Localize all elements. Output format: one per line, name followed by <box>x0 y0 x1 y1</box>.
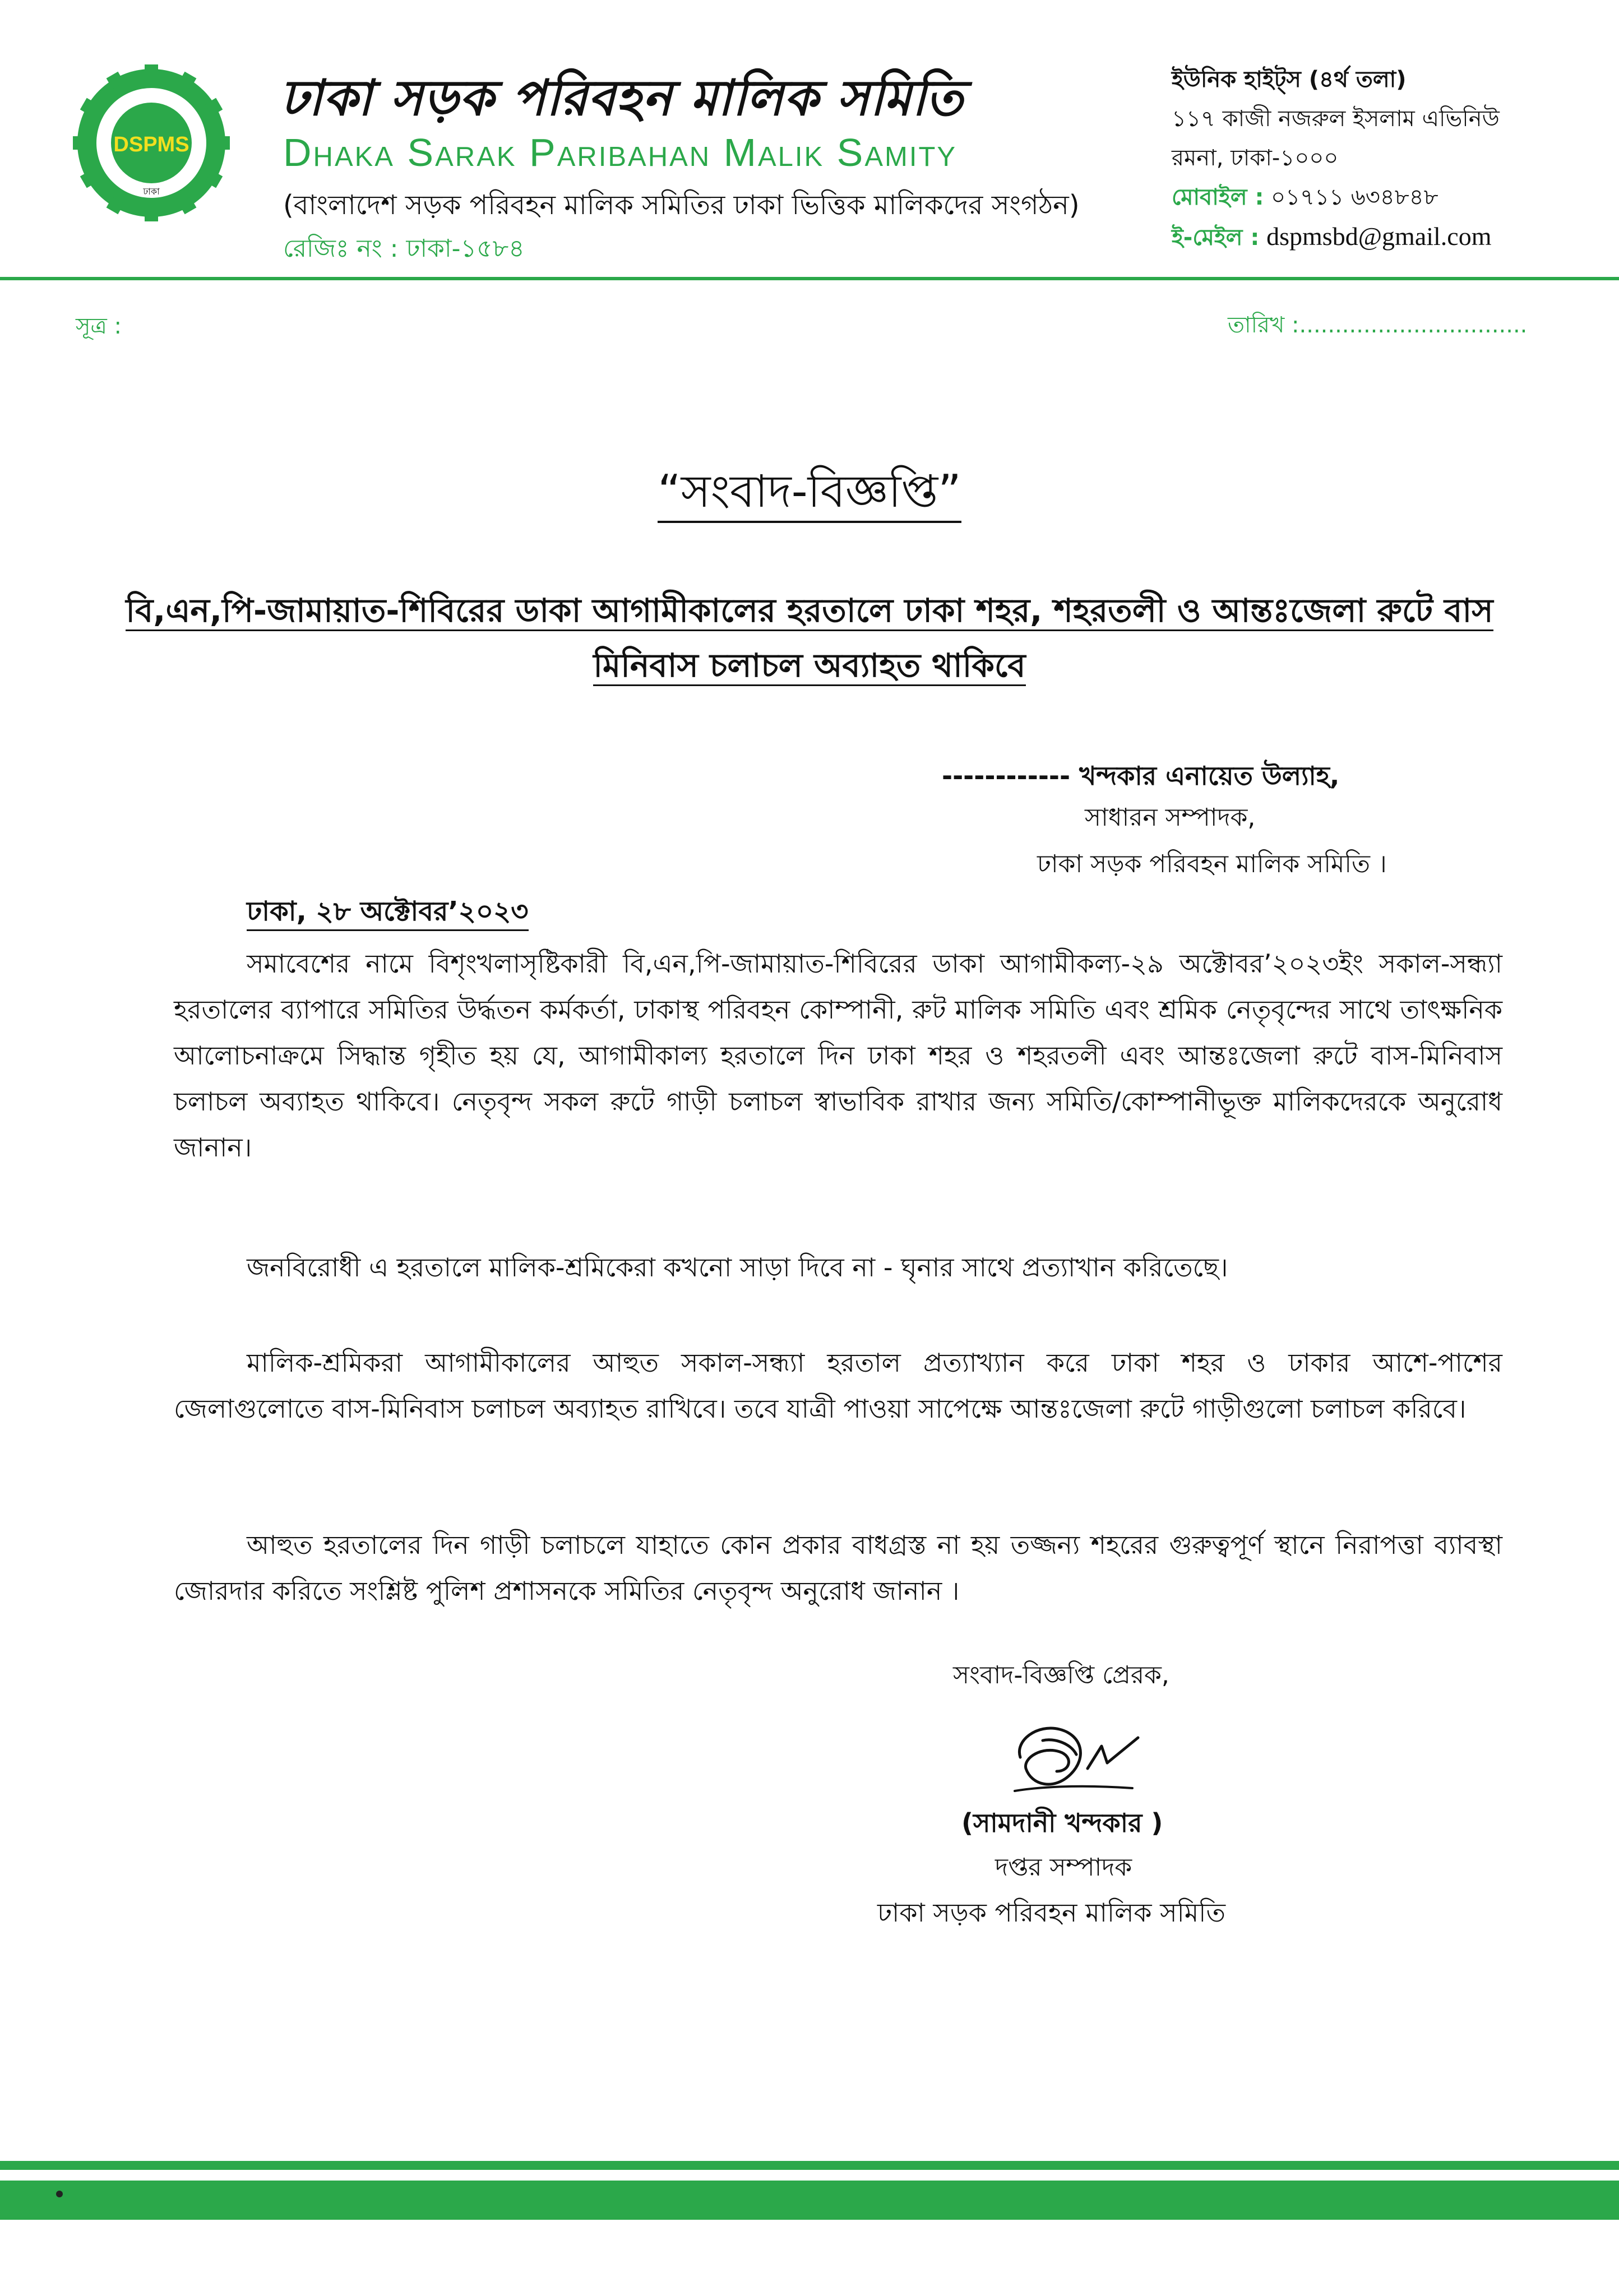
dateline-text: ঢাকা, ২৮ অক্টোবর’২০২৩ <box>247 896 529 931</box>
logo-bottom-text: ঢাকা <box>143 186 160 197</box>
org-name-bengali: ঢাকা সড়ক পরিবহন মালিক সমিতি <box>280 68 964 127</box>
body-paragraph-1: সমাবেশের নামে বিশৃংখলাসৃষ্টিকারী বি,এন,পি-জামায়াত-শিবিরের ডাকা আগামীকল্য-২৯ অক্টোবর’২০২৩ইং সকাল-সন্ধ্যা হরতালের ব্যাপারে সমিতির উর্দ্ধতন কর্মকর্তা, ঢাকাস্থ পরিবহন কোম্পানী, রুট মালিক সমিতি এবং শ্রমিক নেতৃবৃন্দের সাথে তাৎক্ষনিক আলোচনাক্রমে সিদ্ধান্ত গৃহীত হয় যে, আগামীকাল্য হরতালে দিন ঢাকা শহর ও শহরতলী এবং আন্তঃজেলা রুটে বাস-মিনিবাস চলাচল অব্যাহত থাকিবে। নেতৃবৃন্দ সকল রুটে গাড়ী চলাচল স্বাভাবিক রাখার জন্য সমিতি/কোম্পানীভূক্ত মালিকদেরকে অনুরোধ জানান। <box>174 948 1502 1163</box>
mobile-label: মোবাইল : <box>1172 184 1264 210</box>
org-name-english: Dhaka Sarak Paribahan Malik Samity <box>283 131 957 174</box>
dspms-logo <box>73 64 230 221</box>
headline-text: বি,এন,পি-জামায়াত-শিবিরের ডাকা আগামীকালের হরতালে ঢাকা শহর, শহরতলী ও আন্তঃজেলা রুটে বাস মিনিবাস চলাচল অব্যাহত থাকিবে <box>126 591 1493 686</box>
mobile-row <box>1172 179 1438 217</box>
reference-label: সূত্র : <box>76 313 122 339</box>
address-line-1: ইউনিক হাইট্স (৪র্থ তলা) <box>1172 67 1407 92</box>
address-line-3: রমনা, ঢাকা-১০০০ <box>1172 145 1339 171</box>
signatory-title: দপ্তর সম্পাদক <box>995 1853 1132 1882</box>
document-title <box>0 457 1619 532</box>
sender-label: সংবাদ-বিজ্ঞপ্তি প্রেরক, <box>953 1661 1169 1689</box>
from-title: সাধারন সম্পাদক, <box>1085 803 1256 832</box>
body-paragraph-4: আহুত হরতালের দিন গাড়ী চলাচলে যাহাতে কোন প্রকার বাধগ্রস্ত না হয় তজ্জন্য শহরের গুরুত্বপূর্ণ স্থানে নিরাপত্তা ব্যাবস্থা জোরদার করিতে সংশ্লিষ্ট পুলিশ প্রশাসনকে সমিতির নেতৃবৃন্দ অনুরোধ জানান । <box>174 1530 1502 1606</box>
signature <box>1003 1707 1149 1802</box>
scan-dot <box>56 2191 63 2197</box>
from-org: ঢাকা সড়ক পরিবহন মালিক সমিতি । <box>1037 850 1387 878</box>
email-row <box>1172 220 1492 257</box>
document-title-text: “সংবাদ-বিজ্ঞপ্তি” <box>658 465 961 523</box>
header-divider <box>0 277 1619 280</box>
headline <box>112 583 1507 693</box>
registration-number: রেজিঃ নং : ঢাকা-১৫৮৪ <box>283 234 525 263</box>
signatory-name: (সামদানী খন্দকার ) <box>961 1808 1163 1838</box>
mobile-number: ০১৭১১ ৬৩৪৮৪৮ <box>1271 184 1438 210</box>
footer-band <box>0 2181 1619 2220</box>
signatory-org: ঢাকা সড়ক পরিবহন মালিক সমিতি <box>877 1897 1225 1928</box>
email-address: dspmsbd@gmail.com <box>1266 222 1492 251</box>
dateline <box>247 891 529 936</box>
logo-abbr: DSPMS <box>113 133 189 156</box>
org-subtitle: (বাংলাদেশ সড়ক পরিবহন মালিক সমিতির ঢাকা ভিত্তিক মালিকদের সংগঠন) <box>283 189 1080 221</box>
date-label: তারিখ :................................ <box>1228 312 1528 338</box>
from-name: ------------ খন্দকার এনায়েত উল্যাহ, <box>942 761 1340 791</box>
footer-divider-thin <box>0 2161 1619 2170</box>
email-label: ই-মেইল : <box>1172 225 1260 251</box>
body-paragraph-2: জনবিরোধী এ হরতালে মালিক-শ্রমিকেরা কখনো সাড়া দিবে না - ঘৃনার সাথে প্রত্যাখান করিতেছে। <box>247 1252 1228 1283</box>
address-line-2: ১১৭ কাজী নজরুল ইসলাম এভিনিউ <box>1172 106 1500 132</box>
body-paragraph-3: মালিক-শ্রমিকরা আগামীকালের আহুত সকাল-সন্ধ্যা হরতাল প্রত্যাখ্যান করে ঢাকা শহর ও ঢাকার আশে-পাশের জেলাগুলোতে বাস-মিনিবাস চলাচল অব্যাহত রাখিবে। তবে যাত্রী পাওয়া সাপেক্ষে আন্তঃজেলা রুটে গাড়ীগুলো চলাচল করিবে। <box>174 1348 1502 1424</box>
